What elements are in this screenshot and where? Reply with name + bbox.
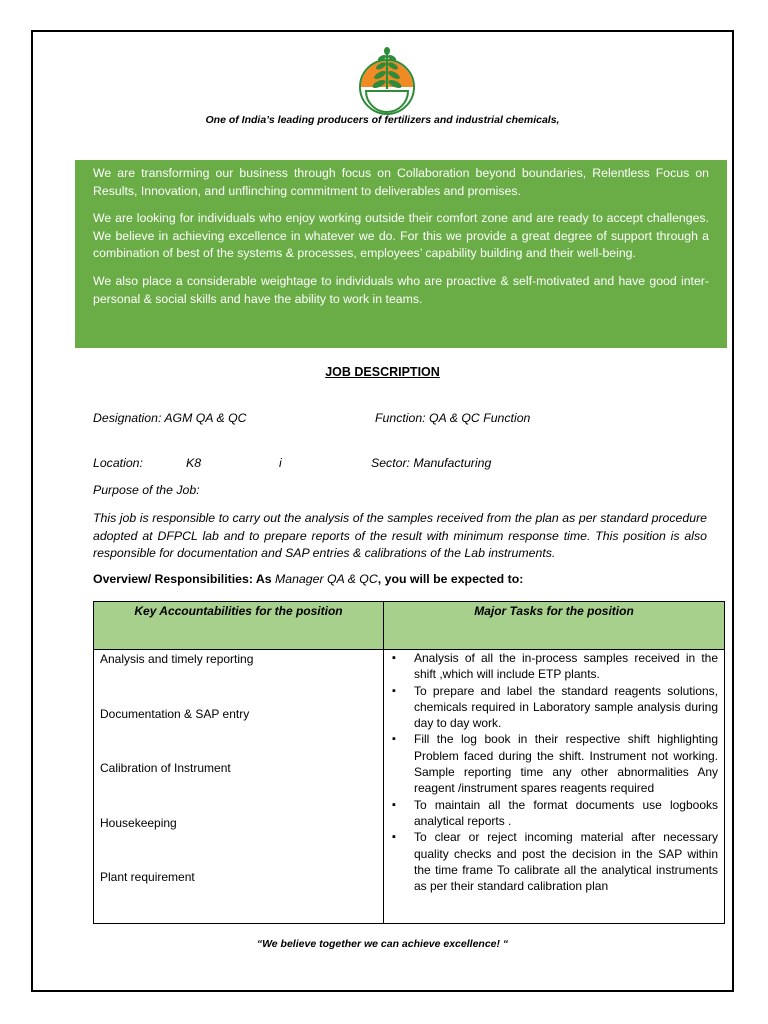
table-row	[94, 650, 725, 924]
accountability-item: Plant requirement	[100, 870, 195, 884]
accountability-item: Documentation & SAP entry	[100, 706, 250, 721]
function: Function: QA & QC Function	[375, 411, 531, 425]
intro-paragraph: We also place a considerable weightage to individuals who are proactive & self-motivated and have good inter-personal & social skills and have the ability to work in teams.	[93, 273, 709, 306]
location-value: K8	[186, 456, 202, 470]
overview-role: Manager QA & QC	[275, 572, 378, 586]
task-item: ▪ To maintain all the format documents use logbooks analytical reports .	[392, 797, 718, 830]
intro-paragraph: We are transforming our business through focus on Collaboration beyond boundaries, Relentless Focus on Results, Innovation, and unflinching commitment to deliverables and promises.	[93, 166, 709, 198]
overview-suffix: , you will be expected to:	[377, 572, 524, 586]
intro-banner	[75, 160, 727, 348]
company-logo	[356, 45, 418, 115]
tasks-cell	[384, 650, 725, 924]
table-header-tasks: Major Tasks for the position	[384, 602, 725, 650]
task-item: ▪ Analysis of all the in-process samples received in the shift ,which will include ETP plants.	[392, 650, 718, 683]
tasks-list	[384, 650, 724, 894]
overview-prefix: Overview/ Responsibilities: As	[93, 572, 276, 586]
accountabilities-cell	[94, 650, 384, 924]
purpose-text: This job is responsible to carry out the analysis of the samples received from the plan as per standard procedure adopted at DFPCL lab and to prepare reports of the result with minimum response time. This position is also responsible for documentation and SAP entries & calibrations of the Lab instruments.	[93, 511, 707, 561]
designation: Designation: AGM QA & QC	[93, 411, 247, 425]
accountabilities-table	[93, 601, 725, 924]
company-tagline: One of India’s leading producers of fertilizers and industrial chemicals,	[205, 114, 560, 126]
overview-heading	[93, 572, 523, 586]
location-label: Location:	[93, 456, 143, 470]
document-page	[31, 30, 734, 992]
intro-paragraph: We are looking for individuals who enjoy working outside their comfort zone and are ready to accept challenges. We believe in achieving excellence in whatever we do. For this we provide a great degree of support through a combination of best of the systems & processes, employees’ capability building and their well-being.	[93, 211, 709, 261]
accountability-item: Analysis and timely reporting	[100, 652, 254, 666]
task-item: ▪ To clear or reject incoming material after necessary quality checks and post the decision in the SAP within the time frame To calibrate all the analytical instruments as per their standard calibration plan	[392, 829, 718, 894]
footer-quote: “We believe together we can achieve excellence! “	[256, 938, 509, 950]
purpose-label: Purpose of the Job:	[93, 483, 200, 497]
location-extra: i	[279, 456, 282, 470]
sector: Sector: Manufacturing	[371, 456, 492, 470]
accountability-item: Calibration of Instrument	[100, 761, 231, 775]
table-header-accountabilities: Key Accountabilities for the position	[94, 602, 384, 650]
task-item: ▪ Fill the log book in their respective shift highlighting Problem faced during the shift. Instrument not working. Sample reporting time any other abnormalities Any reagent /instrument spares reagents required	[392, 731, 718, 796]
job-description-heading: JOB DESCRIPTION	[325, 365, 440, 379]
accountability-item: Housekeeping	[100, 815, 177, 830]
task-item: ▪ To prepare and label the standard reagents solutions, chemicals required in Laboratory sample analysis during day to day work.	[392, 683, 718, 732]
